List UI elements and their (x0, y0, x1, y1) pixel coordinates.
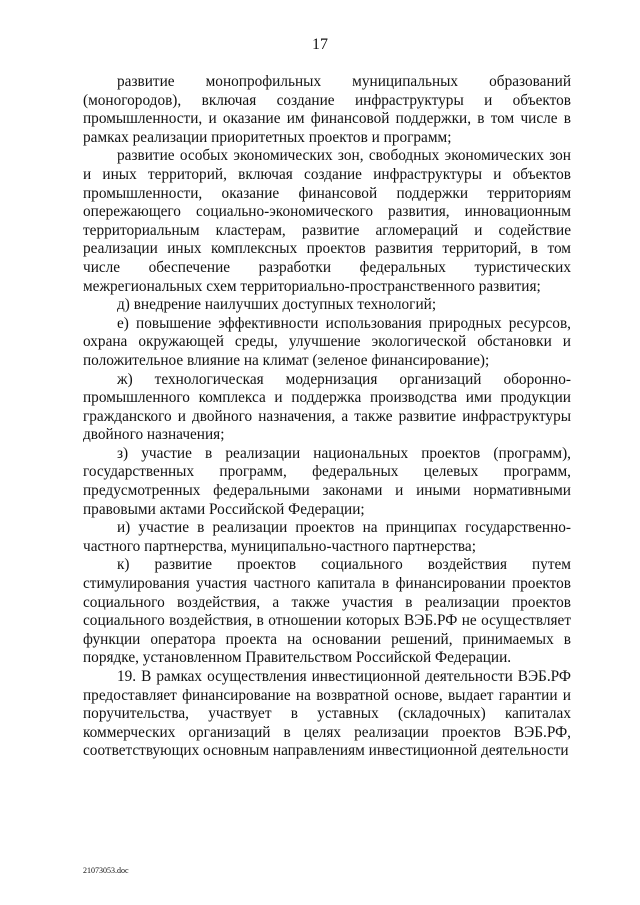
paragraph: 19. В рамках осуществления инвестиционной деятельности ВЭБ.РФ предоставляет финансирование на возвратной основе, выдает гарантии и поручительства, участвует в уставных (складочных) капиталах коммерческих организаций в целях реализации проектов ВЭБ.РФ, соответствующих основным направлениям инвестиционной деятельности (83, 668, 571, 760)
paragraph: и) участие в реализации проектов на принципах государственно-частного партнерства, муниципально-частного партнерства; (83, 519, 571, 555)
document-body (83, 73, 571, 761)
paragraph: развитие особых экономических зон, свободных экономических зон и иных территорий, включая создание инфраструктуры и объектов промышленности, оказание финансовой поддержки территориям опережающего социально-экономического развития, инновационным территориальным кластерам, развитие агломераций и содействие реализации иных комплексных проектов развития территорий, в том числе обеспечение разработки федеральных туристических межрегиональных схем территориально-пространственного развития; (83, 147, 571, 295)
paragraph: е) повышение эффективности использования природных ресурсов, охрана окружающей среды, улучшение экологической обстановки и положительное влияние на климат (зеленое финансирование); (83, 314, 571, 369)
document-footer: 21073053.doc (83, 866, 129, 875)
paragraph: д) внедрение наилучших доступных технологий; (117, 296, 437, 314)
page-number: 17 (312, 36, 328, 53)
paragraph: з) участие в реализации национальных проектов (программ), государственных программ, федеральных целевых программ, предусмотренных федеральными законами и иными нормативными правовыми актами Российской Федерации; (83, 444, 571, 518)
paragraph: развитие монопрофильных муниципальных образований (моногородов), включая создание инфраструктуры и объектов промышленности, и оказание им финансовой поддержки, в том числе в рамках реализации приоритетных проектов и программ; (83, 73, 571, 146)
paragraph: к) развитие проектов социального воздействия путем стимулирования участия частного капитала в финансировании проектов социального воздействия, а также участия в реализации проектов социального воздействия, в отношении которых ВЭБ.РФ не осуществляет функции оператора проекта на основании решений, принимаемых в порядке, установленном Правительством Российской Федерации. (83, 556, 571, 667)
paragraph: ж) технологическая модернизация организаций оборонно-промышленного комплекса и поддержка производства ими продукции гражданского и двойного назначения, а также развитие инфраструктуры двойного назначения; (83, 370, 571, 444)
